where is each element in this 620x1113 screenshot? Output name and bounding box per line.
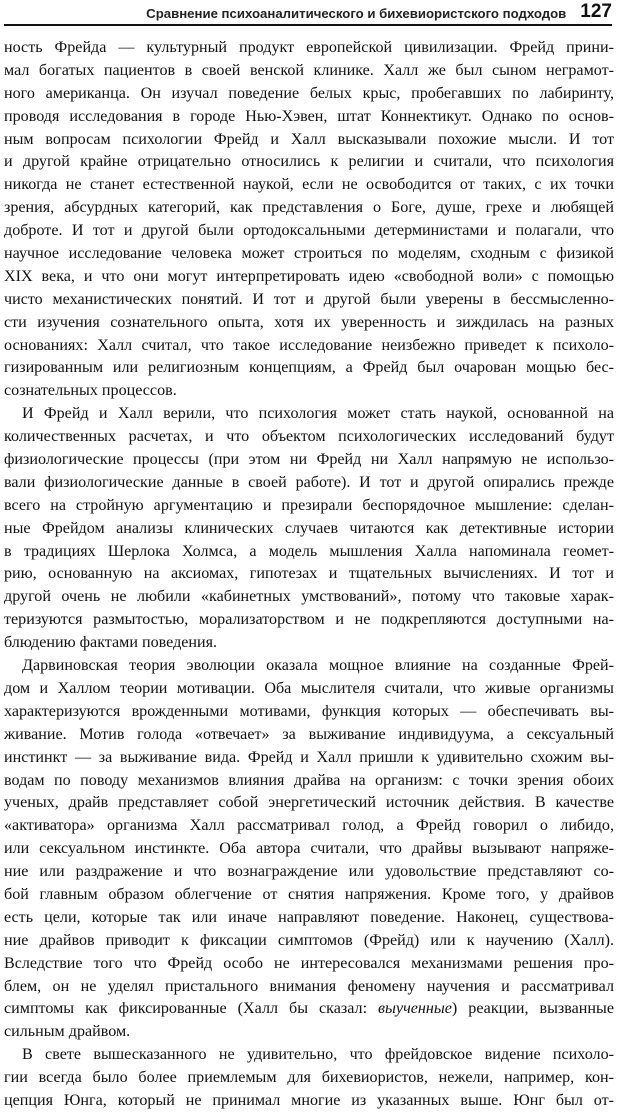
text-line: есть цели, которые так или иначе направляют поведение. Наконец, существова-: [4, 908, 614, 926]
text-line: сознательных процессов.: [4, 382, 177, 400]
text-line: ученых, драйв представляет собой энергетический источник действия. В качестве: [4, 794, 614, 812]
text-line: Дарвиновская теория эволюции оказала мощное влияние на созданные Фрей-: [22, 657, 614, 675]
text-line: дом и Халлом теории мотивации. Оба мыслителя считали, что живые организмы: [4, 679, 614, 697]
text-line: в традициях Шерлока Холмса, а модель мышления Халла напоминала геомет-: [4, 542, 614, 560]
running-title: Сравнение психоаналитического и бихевиористского подходов: [146, 6, 567, 21]
paragraph-2: [4, 403, 614, 655]
page-number: 127: [580, 1, 612, 22]
paragraph-4: [4, 1044, 614, 1113]
text-line: ного американца. Он изучал поведение белых крыс, пробегавших по лабиринту,: [4, 84, 614, 102]
text-line: XIX века, и что они могут интерпретировать идею «свободной воли» с помощью: [4, 267, 614, 285]
text-line: блюдению фактами поведения.: [4, 634, 218, 652]
text-line: вали физиологические данные в своей работе). И тот и другой опирались прежде: [4, 473, 614, 491]
text-line: проводя исследования в городе Нью-Хэвен, штат Коннектикут. Однако по основ-: [4, 107, 614, 125]
text-line: сти изучения сознательного опыта, хотя их уверенность и зиждилась на разных: [4, 313, 614, 331]
text-line: гии всегда было более приемлемым для бихевиористов, нежели, например, кон-: [4, 1069, 614, 1087]
paragraph-3: [4, 655, 614, 1044]
text-line: зрения, абсурдных категорий, как представления о Боге, душе, грехе и любящей: [4, 199, 614, 217]
text-line: ным вопросам психологии Фрейд и Халл высказывали похожие мысли. И тот: [4, 130, 614, 148]
text-line: и другой крайне отрицательно относились к религии и считали, что психология: [4, 153, 614, 171]
text-line: «активатора» организма Халл рассматривал голод, а Фрейд говорил о либидо,: [4, 817, 614, 835]
text-line: другой очень не любили «кабинетных умствований», потому что таковые харак-: [4, 588, 614, 606]
text-segment: ) реакции, вызванные: [451, 1000, 614, 1018]
text-line: ние драйвов приводит к фиксации симптомов (Фрейд) или к научению (Халл).: [4, 931, 614, 949]
paragraph-1: [4, 37, 614, 403]
text-line: чисто механистических понятий. И тот и другой были уверены в бессмысленно-: [4, 290, 614, 308]
text-line: основаниях: Халл считал, что такое исследование неизбежно приведет к психоло-: [4, 336, 614, 354]
text-line: блем, он не уделял пристального внимания феномену научения и рассматривал: [4, 977, 614, 995]
text-line: Вследствие того что Фрейд особо не интересовался механизмами решения про-: [4, 954, 614, 972]
text-line: И Фрейд и Халл верили, что психология может стать наукой, основанной на: [22, 405, 614, 423]
text-line: теризуются размытостью, морализаторством и не подкрепляются доступными на-: [4, 611, 614, 629]
text-line: живание. Мотив голода «отвечает» за выживание индивидуума, а сексуальный: [4, 725, 614, 743]
text-line: водам по поводу механизмов влияния драйва на организм: с точки зрения обоих: [4, 771, 614, 789]
text-line-with-italic: [4, 998, 614, 1021]
text-line: научное исследование человека может строиться по моделям, сходным с физикой: [4, 245, 614, 263]
text-line: характеризуются врожденными мотивами, функция которых — обеспечивать вы-: [4, 702, 614, 720]
text-segment: симптомы как фиксированные (Халл бы сказал:: [4, 1000, 379, 1018]
text-line: В свете вышесказанного не удивительно, что фрейдовское видение психоло-: [22, 1046, 614, 1064]
italic-term: выученные: [378, 1000, 452, 1018]
text-line: ние или раздражение и что вознаграждение или удовольствие представляют со-: [4, 863, 614, 881]
text-line: никогда не станет естественной наукой, если не освободится от таких, с их точки: [4, 176, 614, 194]
body-text: [4, 37, 614, 1113]
running-header: [4, 0, 612, 26]
text-line: ность Фрейда — культурный продукт европейской цивилизации. Фрейд прини-: [4, 39, 614, 56]
text-line: доброте. И тот и другой были ортодоксальными детерминистами и полагали, что: [4, 222, 614, 240]
text-line: или сексуальном инстинкте. Оба автора считали, что драйвы вызывают напряже-: [4, 840, 614, 858]
text-line: цепция Юнга, который не принимал многие из указанных выше. Юнг был от-: [4, 1091, 614, 1109]
text-line: ные Фрейдом анализы клинических случаев читаются как детективные истории: [4, 519, 614, 537]
text-line: инстинкт — за выживание вида. Фрейд и Халл пришли к удивительно схожим вы-: [4, 748, 614, 766]
text-line: мал богатых пациентов в своей венской клинике. Халл же был сыном неграмот-: [4, 61, 614, 79]
text-line: бой главным образом облегчение от снятия напряжения. Кроме того, у драйвов: [4, 885, 614, 903]
text-line: сильным драйвом.: [4, 1023, 131, 1041]
text-line: физиологические процессы (при этом ни Фрейд ни Халл напрямую не использо-: [4, 451, 614, 469]
text-line: количественных расчетах, и что объектом психологических исследований будут: [4, 428, 614, 446]
text-line: рию, основанную на аксиомах, гипотезах и тщательных вычислениях. И тот и: [4, 565, 614, 583]
text-line: гизированным или религиозным концепциям, а Фрейд был очарован мощью бес-: [4, 359, 614, 377]
text-line: всего на стройную аргументацию и презирали беспорядочное мышление: сделан-: [4, 496, 614, 514]
